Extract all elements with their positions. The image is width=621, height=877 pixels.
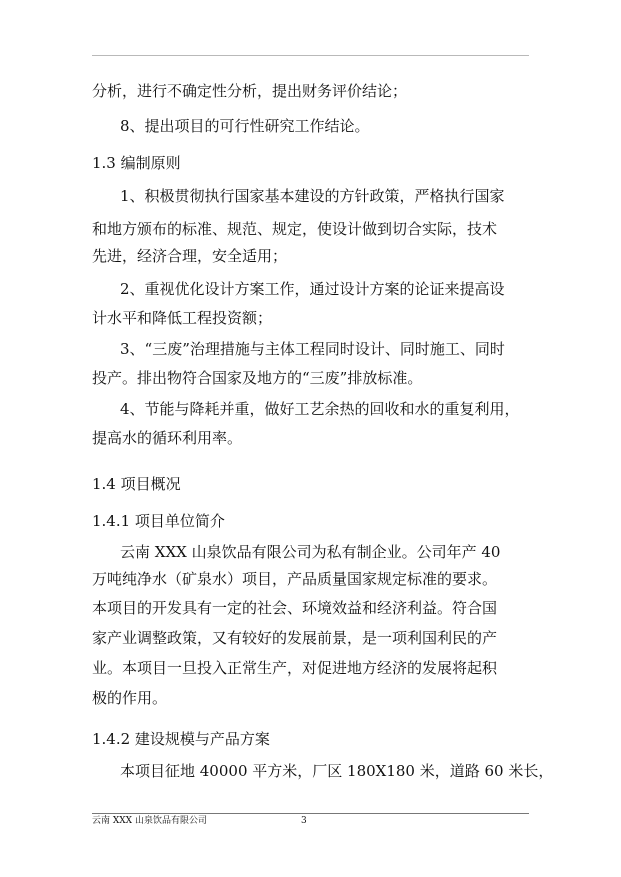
body-line: 1、积极贯彻执行国家基本建设的方针政策，严格执行国家	[120, 187, 505, 205]
footer-rule	[92, 813, 529, 814]
body-line: 分析，进行不确定性分析，提出财务评价结论；	[92, 82, 408, 100]
body-line: 计水平和降低工程投资额；	[92, 309, 273, 327]
body-line: 本项目的开发具有一定的社会、环境效益和经济利益。符合国	[92, 599, 498, 617]
section-heading-1-3: 1.3 编制原则	[92, 154, 181, 172]
body-line: 提高水的循环利用率。	[92, 429, 243, 447]
body-line: 投产。排出物符合国家及地方的“三废”排放标准。	[92, 369, 423, 387]
footer-page-number: 3	[301, 816, 307, 826]
footer-company: 云南 XXX 山泉饮品有限公司	[92, 816, 207, 826]
body-line: 业。本项目一旦投入正常生产，对促进地方经济的发展将起积	[92, 659, 498, 677]
body-line: 4、节能与降耗并重，做好工艺余热的回收和水的重复利用，	[120, 400, 520, 418]
section-heading-1-4: 1.4 项目概况	[92, 475, 181, 493]
body-line: 本项目征地 40000 平方米，厂区 180X180 米，道路 60 米长，	[120, 762, 554, 780]
section-heading-1-4-1: 1.4.1 项目单位简介	[92, 512, 225, 530]
body-line: 家产业调整政策，又有较好的发展前景，是一项利国利民的产	[92, 629, 498, 647]
body-line: 极的作用。	[92, 689, 168, 707]
header-rule	[92, 55, 529, 56]
body-line: 8、提出项目的可行性研究工作结论。	[120, 117, 370, 135]
body-line: 万吨纯净水（矿泉水）项目，产品质量国家规定标准的要求。	[92, 570, 498, 588]
section-heading-1-4-2: 1.4.2 建设规模与产品方案	[92, 730, 270, 748]
body-line: 和地方颁布的标准、规范、规定，使设计做到切合实际，技术	[92, 220, 498, 238]
body-line: 2、重视优化设计方案工作，通过设计方案的论证来提高设	[120, 280, 505, 298]
body-line: 先进，经济合理，安全适用；	[92, 247, 288, 265]
body-line: 云南 XXX 山泉饮品有限公司为私有制企业。公司年产 40	[120, 543, 501, 561]
body-line: 3、“三废”治理措施与主体工程同时设计、同时施工、同时	[120, 340, 505, 358]
